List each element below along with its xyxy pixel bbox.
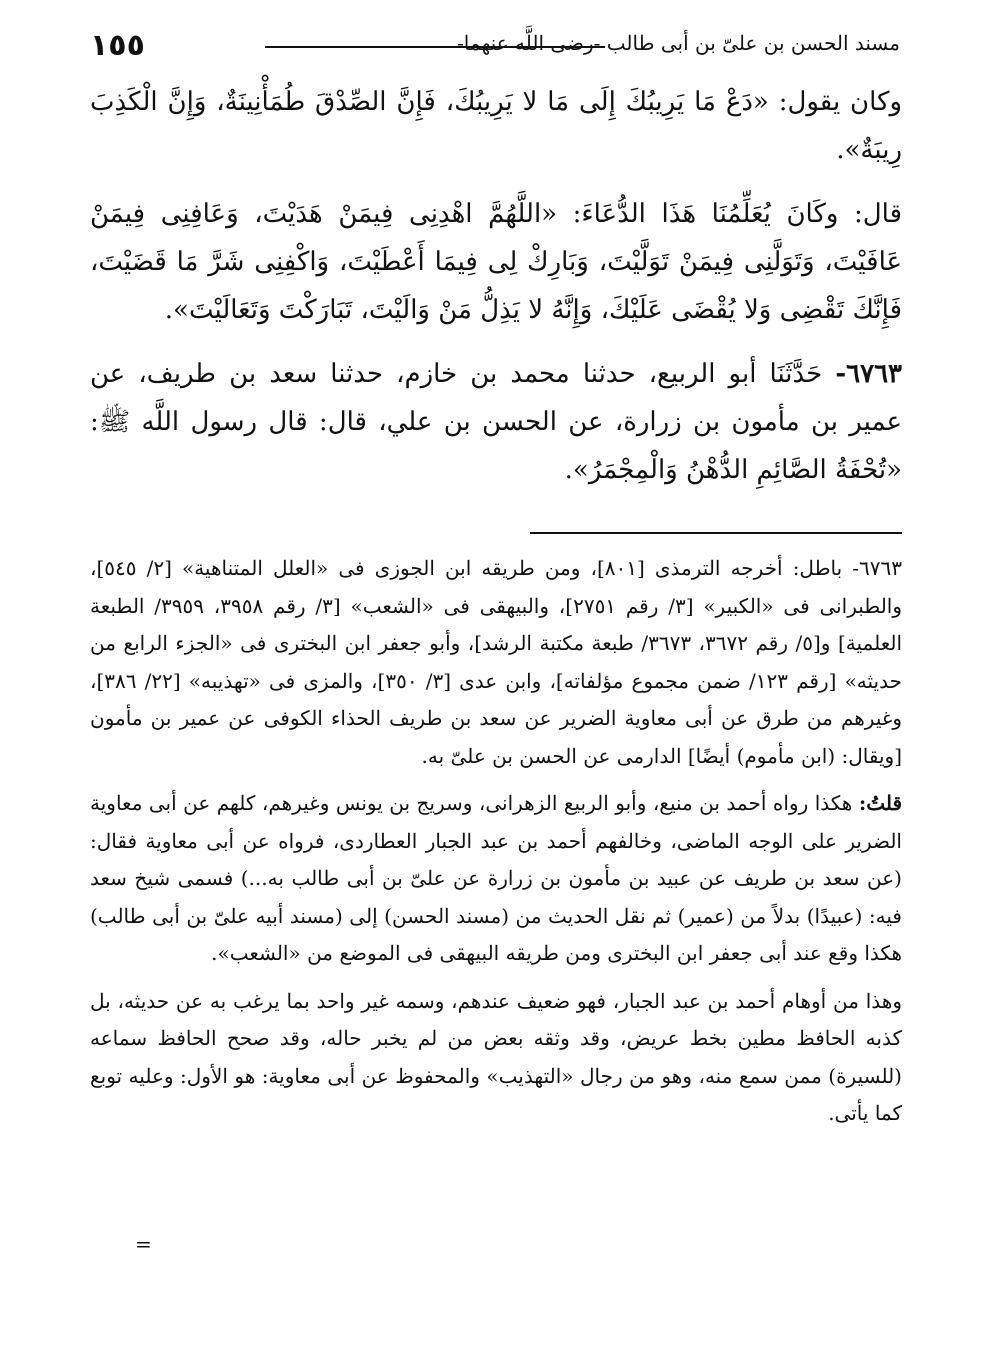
- footnote-conclusion: وهذا من أوهام أحمد بن عبد الجبار، فهو ضعيف عندهم، وسمه غير واحد بما يرغب به عن حديثه، بل كذبه الحافظ مطين بخط عريض، وقد وثقه بعض من لم يخبر حاله، وقد صحح الحافظ سماعه (للسيرة) ممن سمع منه، وهو من رجال «التهذيب» والمحفوظ عن أبى معاوية: هو الأول: وعليه توبع كما يأتى.: [90, 988, 902, 1125]
- footnote-comment-lead: قلتُ:: [858, 791, 903, 815]
- hadith-number: ٦٧٦٣-: [835, 359, 903, 389]
- footnote-comment-text: هكذا رواه أحمد بن منيع، وأبو الربيع الزهرانى، وسريج بن يونس وغيرهم، كلهم عن أبى معاوية الضرير على الوجه الماضى، وخالفهم أحمد بن عبد الجبار العطاردى، فرواه عن أبى معاوية فقال: (عن سعد بن طريف عن عبيد بن مأمون بن زرارة عن علىّ بن أبى طالب به...) فسمى شيخ سعد فيه: (عبيدًا) بدلاً من (عمير) ثم نقل الحديث من (مسند الحسن) إلى (مسند أبيه علىّ بن أبى طالب) هكذا وقع عند أبى جعفر ابن البخترى ومن طريقه البيهقى فى الموضع من «الشعب».: [90, 791, 902, 965]
- running-title: مسند الحسن بن علىّ بن أبى طالب -رضى اللَّه عنهما-: [457, 31, 900, 55]
- main-paragraph-2: قال: وكَانَ يُعَلِّمُنَا هَذَا الدُّعَاءَ: «اللَّهُمَّ اهْدِنِى فِيمَنْ هَدَيْتَ، وَعَافِنِى فِيمَنْ عَافَيْتَ، وَتَوَلَّنِى فِيمَنْ تَوَلَّيْتَ، وَبَارِكْ لِى فِيمَا أَعْطَيْتَ، وَاكْفِنِى شَرَّ مَا قَضَيْتَ، فَإِنَّكَ تَقْضِى وَلا يُقْضَى عَلَيْكَ، وَإِنَّهُ لا يَذِلُّ مَنْ وَالَيْتَ، تَبَارَكْتَ وَتَعَالَيْتَ».: [90, 199, 902, 325]
- page-number: ١٥٥: [90, 28, 145, 63]
- main-text: [90, 78, 902, 494]
- page-header: [90, 28, 900, 64]
- footnotes: [90, 550, 902, 1133]
- hadith-paragraph: [90, 350, 902, 494]
- hadith-text: حَدَّثَنَا أبو الربيع، حدثنا محمد بن خازم، حدثنا سعد بن طريف، عن عمير بن مأمون بن زرارة، عن الحسن بن علي، قال: قال رسول اللَّه ﷺ: «تُحْفَةُ الصَّائِمِ الدُّهْنُ وَالْمِجْمَرُ».: [90, 359, 902, 485]
- footnote-comment: [90, 785, 902, 973]
- footnote-separator: [530, 532, 902, 534]
- footnote-takhrij: ٦٧٦٣- باطل: أخرجه الترمذى [٨٠١]، ومن طريقه ابن الجوزى فى «العلل المتناهية» [٢/ ٥٤٥]، والطبرانى فى «الكبير» [٣/ رقم ٢٧٥١]، والبيهقى فى «الشعب» [٣/ رقم ٣٩٥٨، ٣٩٥٩/ الطبعة العلمية] و[٥/ رقم ٣٦٧٢، ٣٦٧٣/ طبعة مكتبة الرشد]، وأبو جعفر ابن البخترى فى «الجزء الرابع من حديثه» [رقم ١٢٣/ ضمن مجموع مؤلفاته]، وابن عدى [٣/ ٣٥٠]، والمزى فى «تهذيبه» [٢٢/ ٣٨٦]، وغيرهم من طرق عن أبى معاوية الضرير عن سعد بن طريف الحذاء الكوفى عن عمير بن مأمون [ويقال: (ابن مأموم) أيضًا] الدارمى عن الحسن بن علىّ به.: [90, 556, 903, 768]
- continuation-mark: =: [135, 1232, 152, 1256]
- main-paragraph-1: وكان يقول: «دَعْ مَا يَرِيبُكَ إِلَى مَا لا يَرِيبُكَ، فَإِنَّ الصِّدْقَ طُمَأْنِينَةٌ، وَإِنَّ الْكَذِبَ رِيبَةٌ».: [90, 87, 902, 165]
